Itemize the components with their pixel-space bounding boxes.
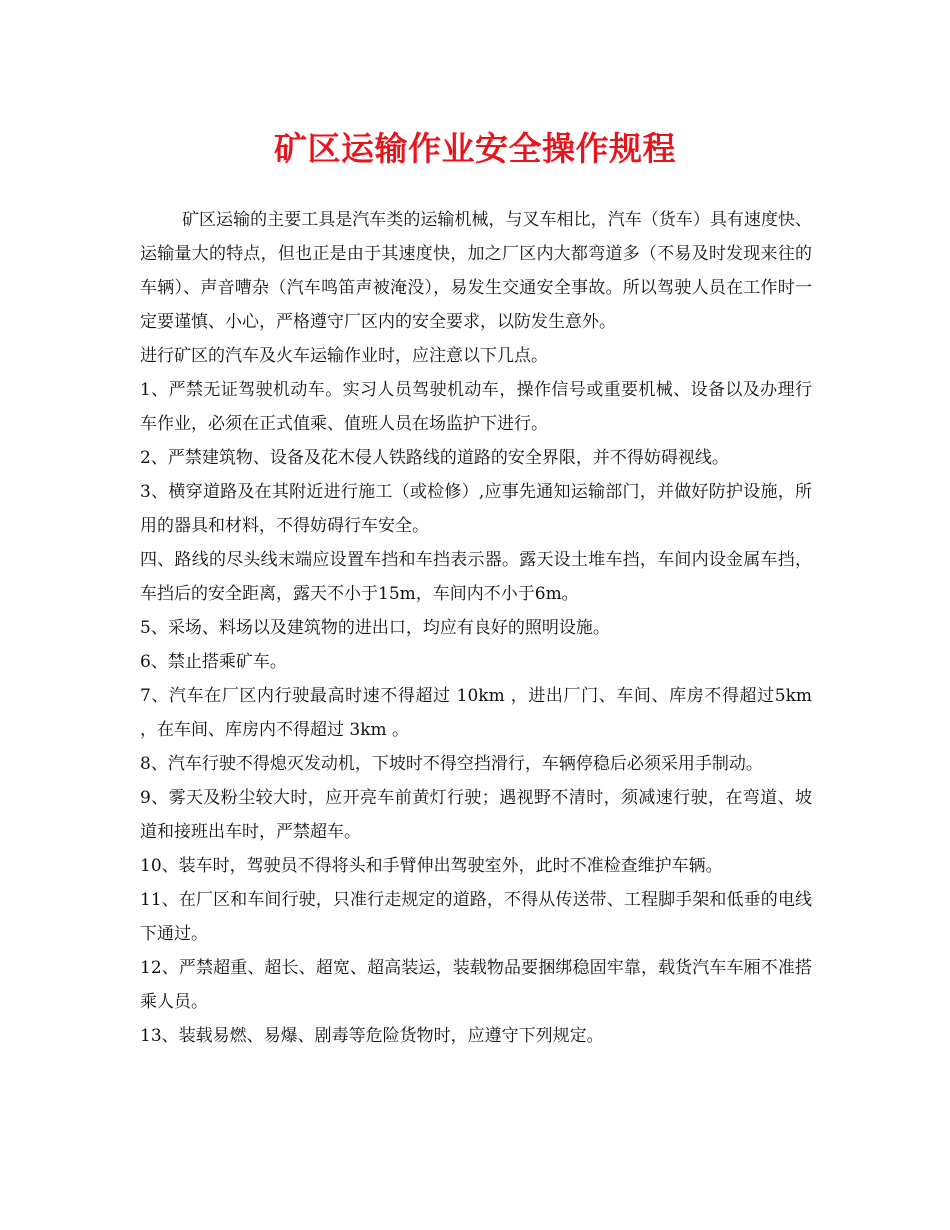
rule-3: 3、横穿道路及在其附近进行施工（或检修）,应事先通知运输部门，并做好防护设施，所用的器具和材料，不得妨碍行车安全。: [140, 482, 812, 536]
rule-8: 8、汽车行驶不得熄灭发动机，下坡时不得空挡滑行，车辆停稳后必须采用手制动。: [140, 754, 763, 774]
rule-12: 12、严禁超重、超长、超宽、超高装运，装载物品要捆绑稳固牢靠，载货汽车车厢不准搭乘人员。: [140, 958, 812, 1012]
rule-4: 四、路线的尽头线末端应设置车挡和车挡表示器。露天设土堆车挡，车间内设金属车挡，车挡后的安全距离，露天不小于15m，车间内不小于6m。: [140, 550, 812, 604]
rule-2: 2、严禁建筑物、设备及花木侵人铁路线的道路的安全界限，并不得妨碍视线。: [140, 448, 729, 468]
document-body: [140, 203, 812, 1053]
document-title: 矿区运输作业安全操作规程: [274, 129, 676, 168]
rule-9: 9、雾天及粉尘较大时，应开亮车前黄灯行驶；遇视野不清时，须减速行驶，在弯道、坡道和接班出车时，严禁超车。: [140, 788, 812, 842]
intro-paragraph: 矿区运输的主要工具是汽车类的运输机械，与叉车相比，汽车（货车）具有速度快、运输量大的特点，但也正是由于其速度快，加之厂区内大都弯道多（不易及时发现来往的车辆）、声音嘈杂（汽车鸣笛声被淹没），易发生交通安全事故。所以驾驶人员在工作时一定要谨慎、小心，严格遵守厂区内的安全要求，以防发生意外。: [140, 210, 812, 332]
rule-6: 6、禁止搭乘矿车。: [140, 652, 287, 672]
rule-13: 13、装载易燃、易爆、剧毒等危险货物时，应遵守下列规定。: [140, 1026, 604, 1046]
rule-5: 5、采场、料场以及建筑物的进出口，均应有良好的照明设施。: [140, 618, 610, 638]
rule-11: 11、在厂区和车间行驶，只准行走规定的道路，不得从传送带、工程脚手架和低垂的电线下通过。: [140, 890, 812, 944]
rule-1: 1、严禁无证驾驶机动车。实习人员驾驶机动车，操作信号或重要机械、设备以及办理行车作业，必须在正式值乘、值班人员在场监护下进行。: [140, 380, 812, 434]
lead-in-paragraph: 进行矿区的汽车及火车运输作业时，应注意以下几点。: [140, 346, 548, 366]
rule-7: 7、汽车在厂区内行驶最高时速不得超过 10km ，进出厂门、车间、库房不得超过5km ，在车间、库房内不得超过 3km 。: [140, 686, 812, 740]
rule-10: 10、装车时，驾驶员不得将头和手臂伸出驾驶室外，此时不准检查维护车辆。: [140, 856, 723, 876]
